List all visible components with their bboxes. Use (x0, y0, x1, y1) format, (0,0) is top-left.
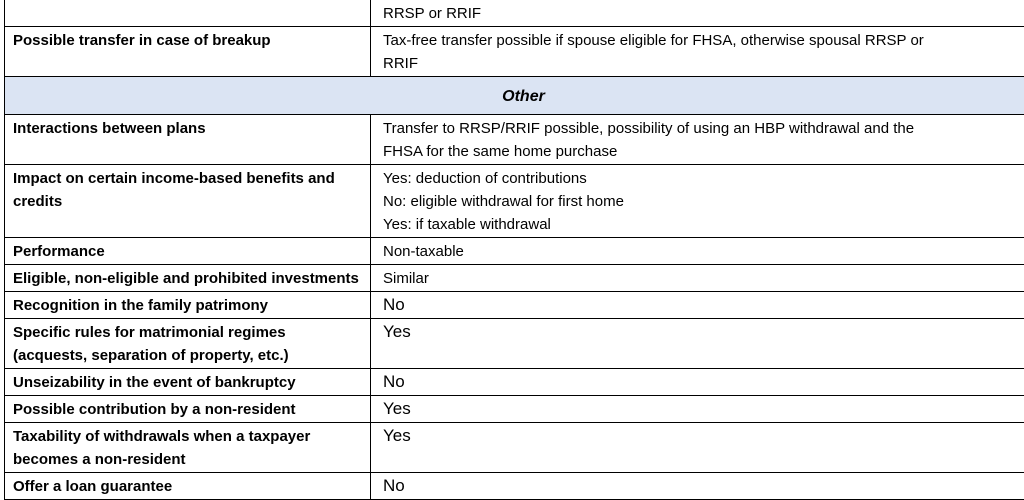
value-line: Non-taxable (383, 240, 1024, 263)
table-row (5, 473, 1024, 500)
row-label: Offer a loan guarantee (5, 473, 371, 500)
value-line: No (383, 475, 1024, 496)
row-label: Performance (5, 238, 371, 265)
table-row (5, 165, 1024, 238)
section-header-row (5, 77, 1024, 115)
value-line: RRIF (383, 52, 1024, 75)
row-value (371, 27, 1024, 77)
row-value (371, 423, 1024, 473)
comparison-table (4, 0, 1024, 500)
value-line: FHSA for the same home purchase (383, 140, 1024, 163)
row-label: Eligible, non-eligible and prohibited investments (5, 265, 371, 292)
value-line: Similar (383, 267, 1024, 290)
value-line: Yes (383, 321, 1024, 342)
value-line: Yes: deduction of contributions (383, 167, 1024, 190)
value-line: Yes (383, 425, 1024, 446)
value-line: Transfer to RRSP/RRIF possible, possibility of using an HBP withdrawal and the (383, 117, 1024, 140)
value-line: Yes: if taxable withdrawal (383, 213, 1024, 236)
value-line: Tax-free transfer possible if spouse eligible for FHSA, otherwise spousal RRSP or (383, 29, 1024, 52)
row-label: Recognition in the family patrimony (5, 292, 371, 319)
row-label: Specific rules for matrimonial regimes (acquests, separation of property, etc.) (5, 319, 371, 369)
row-value (371, 292, 1024, 319)
row-label (5, 0, 371, 27)
row-value (371, 396, 1024, 423)
row-value (371, 369, 1024, 396)
row-label: Impact on certain income-based benefits and credits (5, 165, 371, 238)
table-row (5, 369, 1024, 396)
table-row (5, 115, 1024, 165)
row-value (371, 238, 1024, 265)
value-line: No (383, 371, 1024, 392)
section-title: Other (5, 77, 1024, 115)
row-value (371, 473, 1024, 500)
table-row (5, 27, 1024, 77)
value-line: No: eligible withdrawal for first home (383, 190, 1024, 213)
table-row (5, 423, 1024, 473)
value-line: Yes (383, 398, 1024, 419)
table-row (5, 319, 1024, 369)
row-label: Possible contribution by a non-resident (5, 396, 371, 423)
table-row (5, 265, 1024, 292)
value-line: RRSP or RRIF (383, 2, 1024, 25)
row-value (371, 115, 1024, 165)
table-row (5, 292, 1024, 319)
row-label: Unseizability in the event of bankruptcy (5, 369, 371, 396)
table-row (5, 0, 1024, 27)
row-value (371, 319, 1024, 369)
table-row (5, 238, 1024, 265)
row-value (371, 165, 1024, 238)
value-line: No (383, 294, 1024, 315)
row-value (371, 0, 1024, 27)
row-label: Taxability of withdrawals when a taxpayer becomes a non-resident (5, 423, 371, 473)
row-label: Possible transfer in case of breakup (5, 27, 371, 77)
row-value (371, 265, 1024, 292)
row-label: Interactions between plans (5, 115, 371, 165)
table-row (5, 396, 1024, 423)
